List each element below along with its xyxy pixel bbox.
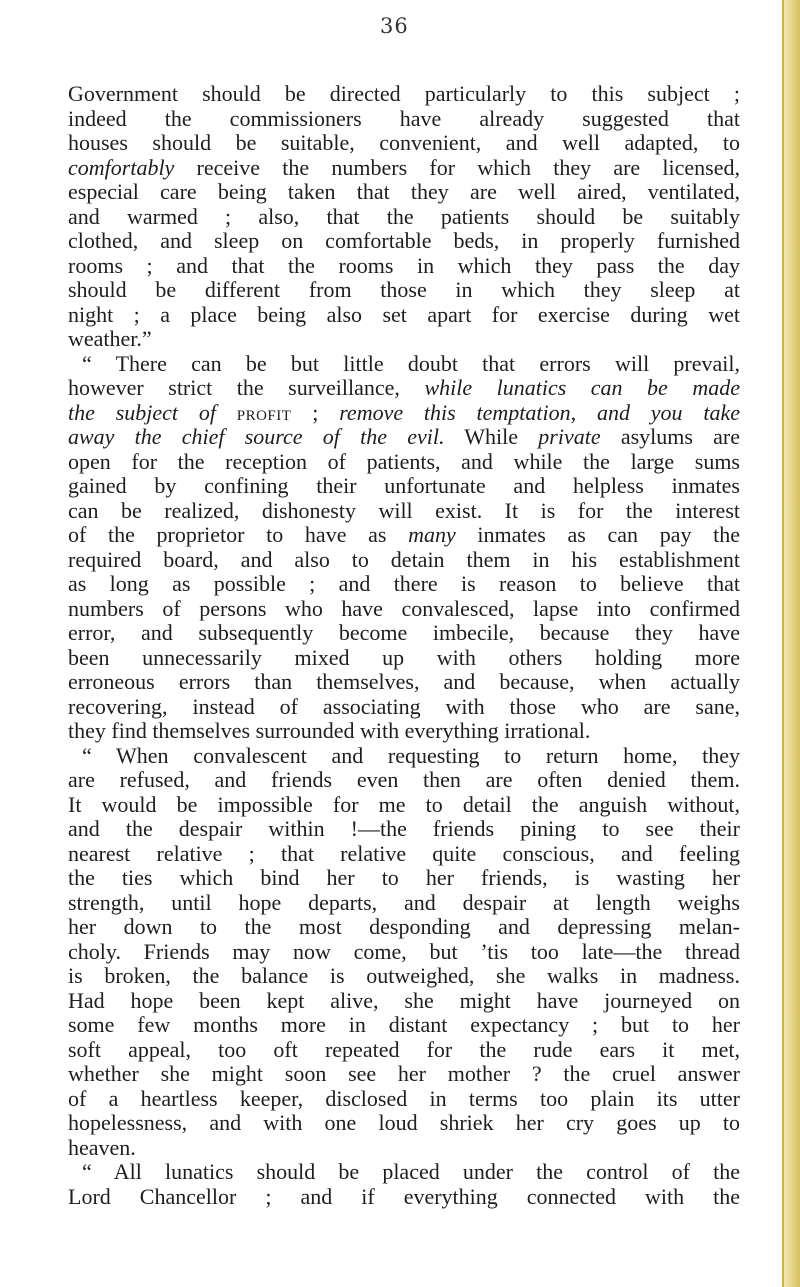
text-span: heaven.: [68, 1134, 136, 1160]
text-line: [68, 401, 740, 426]
text-line: [68, 866, 740, 891]
text-line: [68, 1136, 740, 1161]
text-span: hopelessness, and with one loud shriek her cry goes up to: [68, 1110, 740, 1135]
text-span: error, and subsequently become imbecile, because they have: [68, 620, 740, 645]
text-span: as long as possible ; and there is reason to believe that: [68, 571, 740, 596]
text-line: [68, 744, 740, 769]
text-line: [68, 719, 740, 744]
text-line: [68, 670, 740, 695]
text-line: [68, 964, 740, 989]
text-line: [68, 891, 740, 916]
text-span: strength, until hope departs, and despair at length weighs: [68, 889, 740, 915]
text-span: weather.”: [68, 326, 152, 351]
text-span: recovering, instead of associating with those who are sane,: [68, 693, 740, 719]
text-line: [68, 1185, 740, 1210]
text-span: “ When convalescent and requesting to return home, they: [82, 742, 740, 768]
text-line: [68, 523, 740, 548]
text-line: [68, 474, 740, 499]
text-span: It would be impossible for me to detail the anguish without,: [68, 791, 740, 817]
text-span: indeed the commissioners have already suggested that: [68, 105, 740, 131]
text-span: her down to the most desponding and depressing melan-: [68, 914, 740, 939]
text-line: [68, 107, 740, 132]
text-span: inmates as can pay the: [455, 522, 740, 547]
text-line: [68, 793, 740, 818]
text-line: [68, 817, 740, 842]
text-line: [68, 450, 740, 475]
text-line: [68, 229, 740, 254]
text-line: [68, 548, 740, 573]
text-line: [68, 1160, 740, 1185]
body-text: [68, 82, 740, 1209]
text-line: [68, 1087, 740, 1112]
text-line: [68, 572, 740, 597]
text-line: [68, 82, 740, 107]
text-line: [68, 1062, 740, 1087]
text-span: whether she might soon see her mother ? the cruel answer: [68, 1061, 740, 1086]
text-span: erroneous errors than themselves, and because, when actually: [68, 669, 740, 694]
text-line: [68, 254, 740, 279]
text-span: should be different from those in which they sleep at: [68, 277, 740, 302]
text-span: required board, and also to detain them in his establishment: [68, 546, 740, 572]
text-span: are refused, and friends even then are often denied them.: [68, 767, 740, 792]
text-line: [68, 499, 740, 524]
text-line: [68, 915, 740, 940]
text-line: [68, 646, 740, 671]
text-span: night ; a place being also set apart for exercise during wet: [68, 301, 740, 327]
text-line: [68, 1038, 740, 1063]
text-line: [68, 376, 740, 401]
text-span: ;: [291, 399, 340, 425]
text-span: houses should be suitable, convenient, and well adapted, to: [68, 130, 740, 155]
text-span: of the proprietor to have as: [68, 522, 409, 547]
italic-text: the subject of: [68, 399, 237, 425]
text-span: soft appeal, too oft repeated for the rude ears it met,: [68, 1036, 740, 1062]
italic-text: private: [538, 424, 601, 449]
text-line: [68, 180, 740, 205]
text-span: and warmed ; also, that the patients should be suitably: [68, 203, 740, 229]
italic-text: remove this temptation, and you take: [339, 399, 740, 425]
page-edge: [782, 0, 800, 1287]
text-span: numbers of persons who have convalesced, lapse into confirmed: [68, 595, 740, 621]
text-span: they find themselves surrounded with everything irrational.: [68, 718, 591, 743]
page-number: 36: [380, 14, 409, 38]
text-span: asylums are: [600, 424, 740, 449]
text-line: [68, 131, 740, 156]
text-span: and the despair within !—the friends pining to see their: [68, 816, 740, 841]
text-span: can be realized, dishonesty will exist. It is for the interest: [68, 497, 740, 523]
text-line: [68, 621, 740, 646]
text-span: gained by confining their unfortunate and helpless inmates: [68, 473, 740, 498]
text-span: however strict the surveillance,: [68, 375, 425, 400]
text-span: open for the reception of patients, and while the large sums: [68, 448, 740, 474]
text-span: the ties which bind her to her friends, is wasting her: [68, 865, 740, 890]
text-span: choly. Friends may now come, but ’tis too late—the thread: [68, 938, 740, 964]
italic-text: many: [408, 522, 456, 547]
italic-text: away the chief source of the evil.: [68, 424, 445, 449]
text-line: [68, 156, 740, 181]
text-line: [68, 303, 740, 328]
text-line: [68, 352, 740, 377]
text-line: [68, 327, 740, 352]
italic-text: comfortably: [68, 154, 175, 180]
text-line: [68, 695, 740, 720]
text-span: While: [444, 424, 539, 449]
text-line: [68, 1111, 740, 1136]
text-line: [68, 842, 740, 867]
text-line: [68, 989, 740, 1014]
text-span: of a heartless keeper, disclosed in terms too plain its utter: [68, 1085, 740, 1111]
italic-text: while lunatics can be made: [424, 375, 740, 400]
text-span: “ All lunatics should be placed under the control of the: [82, 1159, 740, 1184]
text-span: rooms ; and that the rooms in which they pass the day: [68, 252, 740, 278]
text-span: especial care being taken that they are well aired, ventilated,: [68, 179, 740, 204]
text-span: been unnecessarily mixed up with others holding more: [68, 644, 740, 670]
text-span: is broken, the balance is outweighed, she walks in madness.: [68, 963, 740, 988]
text-line: [68, 768, 740, 793]
text-line: [68, 597, 740, 622]
text-span: some few months more in distant expectancy ; but to her: [68, 1012, 740, 1037]
text-line: [68, 278, 740, 303]
text-span: Lord Chancellor ; and if everything connected with the: [68, 1183, 740, 1209]
text-line: [68, 425, 740, 450]
text-span: receive the numbers for which they are licensed,: [174, 154, 740, 180]
small-caps-text: profit: [236, 399, 292, 425]
text-line: [68, 205, 740, 230]
text-span: “ There can be but little doubt that errors will prevail,: [82, 350, 740, 376]
text-span: Had hope been kept alive, she might have journeyed on: [68, 987, 740, 1013]
text-span: Government should be directed particularly to this subject ;: [68, 81, 740, 106]
text-line: [68, 940, 740, 965]
text-line: [68, 1013, 740, 1038]
text-span: clothed, and sleep on comfortable beds, in properly furnished: [68, 228, 740, 253]
text-span: nearest relative ; that relative quite conscious, and feeling: [68, 840, 740, 866]
